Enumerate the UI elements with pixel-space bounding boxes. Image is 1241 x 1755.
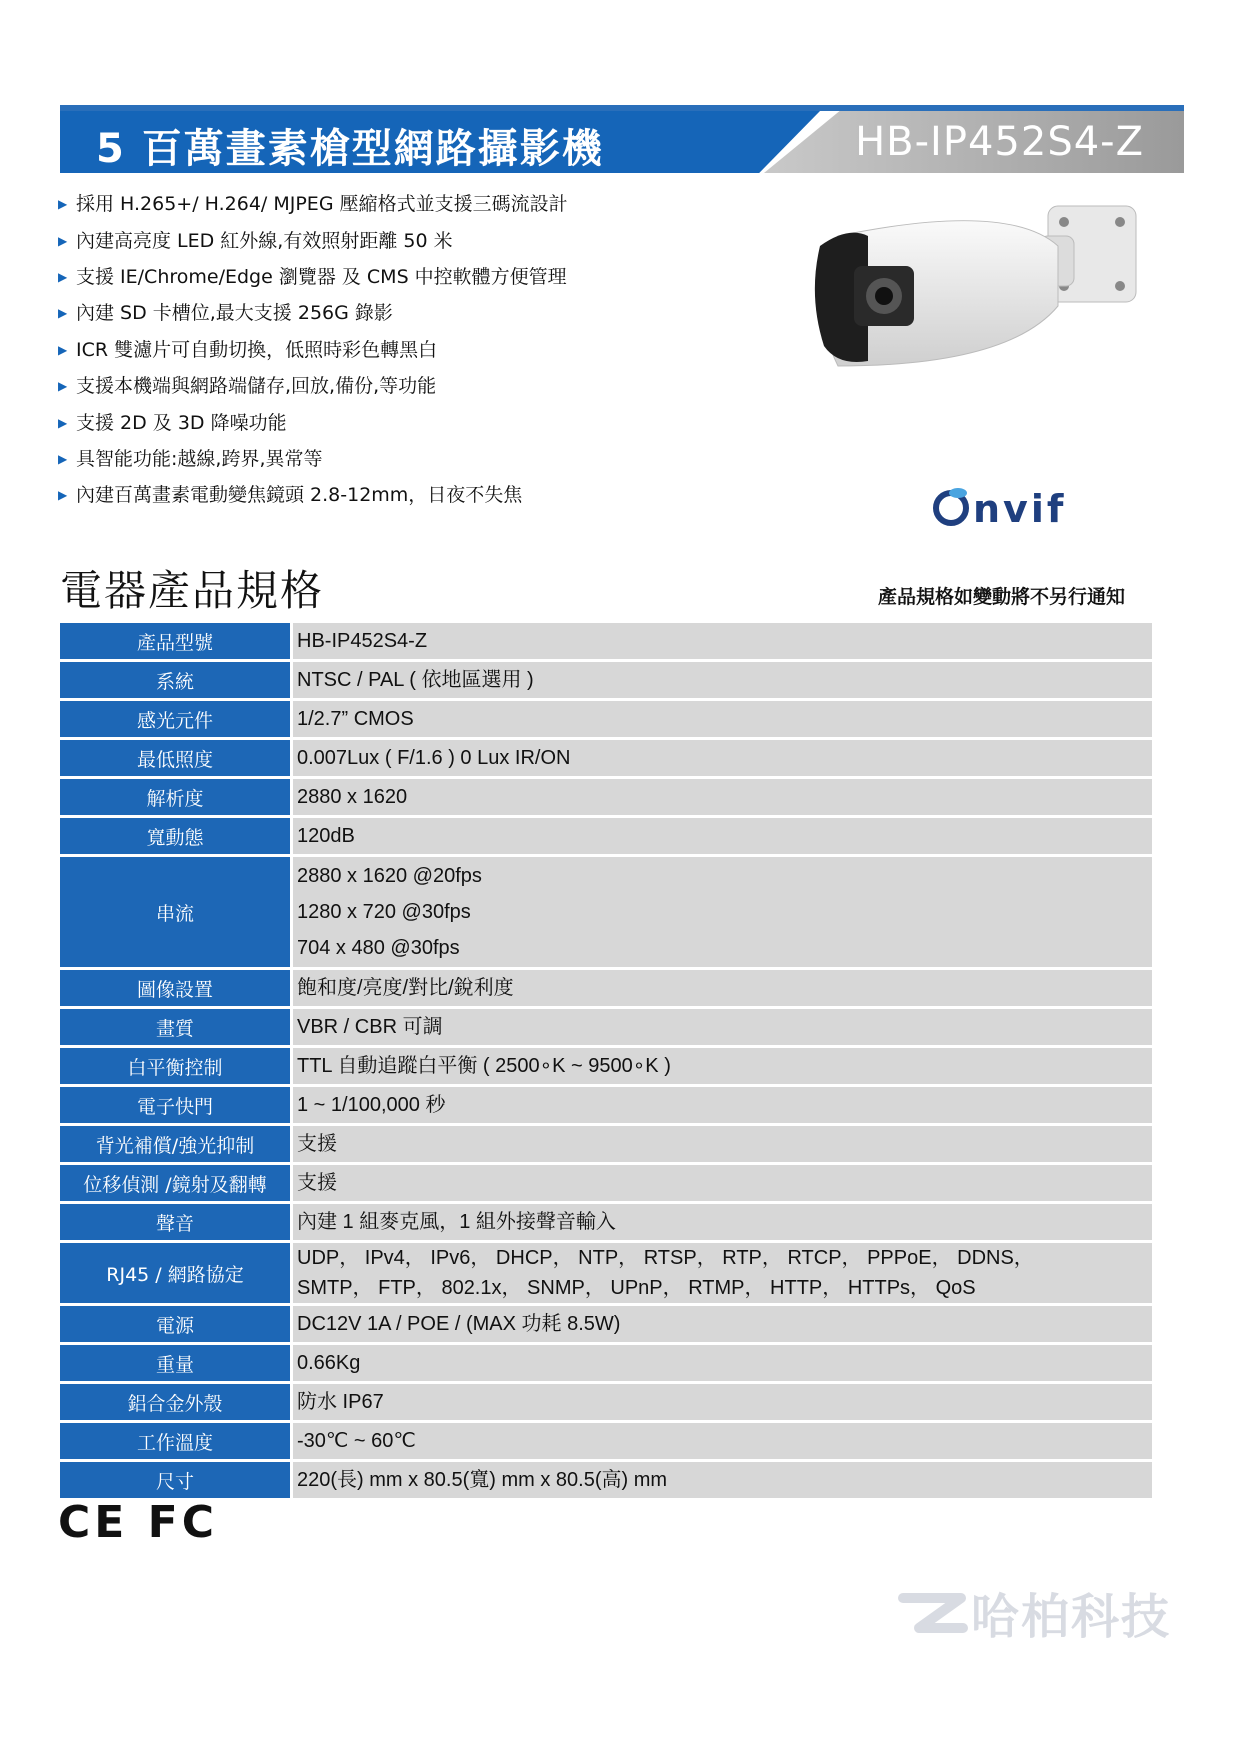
spec-label: 串流 bbox=[60, 857, 290, 967]
spec-value: 防水 IP67 bbox=[293, 1384, 1152, 1420]
spec-row bbox=[60, 1462, 1152, 1498]
spec-value: -30℃ ~ 60℃ bbox=[293, 1423, 1152, 1459]
product-model: HB-IP452S4-Z bbox=[855, 119, 1144, 165]
spec-note: 產品規格如變動將不另行通知 bbox=[877, 586, 1125, 608]
spec-value: UDP， IPv4， IPv6， DHCP， NTP， RTSP， RTP， RTCP， PPPoE， DDNS， SMTP， FTP， 802.1x， SNMP， UPnP， RTMP， HTTP， HTTPs， QoS bbox=[293, 1243, 1152, 1303]
spec-heading: 電器產品規格 bbox=[60, 566, 325, 615]
triangle-bullet-icon: ▶ bbox=[58, 233, 68, 248]
spec-row bbox=[60, 779, 1152, 815]
spec-label: 感光元件 bbox=[60, 701, 290, 737]
spec-value: 120dB bbox=[293, 818, 1152, 854]
spec-value: 飽和度/亮度/對比/銳利度 bbox=[293, 970, 1152, 1006]
spec-row bbox=[60, 1345, 1152, 1381]
spec-value: VBR / CBR 可調 bbox=[293, 1009, 1152, 1045]
spec-label: 寬動態 bbox=[60, 818, 290, 854]
title-banner bbox=[60, 111, 1184, 173]
feature-item: ▶ 內建高亮度 LED 紅外線,有效照射距離 50 米 bbox=[58, 222, 568, 258]
spec-label: 背光補償/強光抑制 bbox=[60, 1126, 290, 1162]
spec-row bbox=[60, 1126, 1152, 1162]
spec-label: 尺寸 bbox=[60, 1462, 290, 1498]
spec-label: 聲音 bbox=[60, 1204, 290, 1240]
spec-row bbox=[60, 970, 1152, 1006]
spec-row bbox=[60, 1384, 1152, 1420]
spec-row bbox=[60, 857, 1152, 967]
spec-row bbox=[60, 623, 1152, 659]
spec-value: TTL 自動追蹤白平衡 ( 2500∘K ~ 9500∘K ) bbox=[293, 1048, 1152, 1084]
spec-value: 內建 1 組麥克風，1 組外接聲音輸入 bbox=[293, 1204, 1152, 1240]
spec-label: RJ45 / 網路協定 bbox=[60, 1243, 290, 1303]
spec-value: NTSC / PAL ( 依地區選用 ) bbox=[293, 662, 1152, 698]
spec-value: 0.66Kg bbox=[293, 1345, 1152, 1381]
spec-row bbox=[60, 701, 1152, 737]
triangle-bullet-icon: ▶ bbox=[58, 488, 68, 503]
triangle-bullet-icon: ▶ bbox=[58, 197, 68, 212]
triangle-bullet-icon: ▶ bbox=[58, 269, 68, 284]
spec-table bbox=[60, 623, 1152, 1501]
feature-item: ▶ 支援本機端與網路端儲存,回放,備份,等功能 bbox=[58, 368, 568, 404]
spec-label: 位移偵測 /鏡射及翻轉 bbox=[60, 1165, 290, 1201]
feature-item: ▶ 內建 SD 卡槽位,最大支援 256G 錄影 bbox=[58, 295, 568, 331]
spec-row bbox=[60, 1243, 1152, 1303]
spec-label: 系統 bbox=[60, 662, 290, 698]
spec-label: 解析度 bbox=[60, 779, 290, 815]
feature-item: ▶ 支援 2D 及 3D 降噪功能 bbox=[58, 404, 568, 440]
spec-value: 0.007Lux ( F/1.6 ) 0 Lux IR/ON bbox=[293, 740, 1152, 776]
triangle-bullet-icon: ▶ bbox=[58, 306, 68, 321]
spec-label: 鋁合金外殼 bbox=[60, 1384, 290, 1420]
onvif-logo: nvif bbox=[933, 487, 1066, 531]
onvif-o-icon bbox=[933, 490, 969, 526]
feature-item: ▶ ICR 雙濾片可自動切換，低照時彩色轉黑白 bbox=[58, 332, 568, 368]
spec-row bbox=[60, 1306, 1152, 1342]
spec-label: 工作溫度 bbox=[60, 1423, 290, 1459]
spec-value: 1/2.7” CMOS bbox=[293, 701, 1152, 737]
spec-row bbox=[60, 740, 1152, 776]
spec-label: 畫質 bbox=[60, 1009, 290, 1045]
spec-value: 2880 x 1620 @20fps 1280 x 720 @30fps 704 x 480 @30fps bbox=[293, 857, 1152, 967]
spec-label: 最低照度 bbox=[60, 740, 290, 776]
ce-fc-logo: CE FC bbox=[58, 1497, 219, 1548]
spec-label: 白平衡控制 bbox=[60, 1048, 290, 1084]
spec-row bbox=[60, 662, 1152, 698]
feature-item: ▶ 採用 H.265+/ H.264/ MJPEG 壓縮格式並支援三碼流設計 bbox=[58, 186, 568, 222]
spec-label: 圖像設置 bbox=[60, 970, 290, 1006]
feature-list bbox=[58, 186, 568, 514]
feature-item: ▶ 具智能功能:越線,跨界,異常等 bbox=[58, 441, 568, 477]
spec-value: DC12V 1A / POE / (MAX 功耗 8.5W) bbox=[293, 1306, 1152, 1342]
spec-row bbox=[60, 1204, 1152, 1240]
brand-z-icon bbox=[895, 1588, 971, 1638]
spec-row bbox=[60, 1048, 1152, 1084]
spec-row bbox=[60, 1423, 1152, 1459]
spec-row bbox=[60, 818, 1152, 854]
triangle-bullet-icon: ▶ bbox=[58, 342, 68, 357]
spec-label: 電子快門 bbox=[60, 1087, 290, 1123]
spec-row bbox=[60, 1009, 1152, 1045]
spec-value: 1 ~ 1/100,000 秒 bbox=[293, 1087, 1152, 1123]
triangle-bullet-icon: ▶ bbox=[58, 415, 68, 430]
feature-item: ▶ 支援 IE/Chrome/Edge 瀏覽器 及 CMS 中控軟體方便管理 bbox=[58, 259, 568, 295]
feature-item: ▶ 內建百萬畫素電動變焦鏡頭 2.8-12mm，日夜不失焦 bbox=[58, 477, 568, 513]
triangle-bullet-icon: ▶ bbox=[58, 379, 68, 394]
bullet-camera-image bbox=[808, 196, 1144, 396]
brand-logo: 哈柏科技 bbox=[895, 1578, 1171, 1647]
spec-value: 支援 bbox=[293, 1126, 1152, 1162]
spec-label: 電源 bbox=[60, 1306, 290, 1342]
spec-row bbox=[60, 1087, 1152, 1123]
spec-value: 2880 x 1620 bbox=[293, 779, 1152, 815]
product-title: 5 百萬畫素槍型網路攝影機 bbox=[96, 126, 604, 172]
spec-value: 220(長) mm x 80.5(寬) mm x 80.5(高) mm bbox=[293, 1462, 1152, 1498]
spec-label: 產品型號 bbox=[60, 623, 290, 659]
spec-value: 支援 bbox=[293, 1165, 1152, 1201]
triangle-bullet-icon: ▶ bbox=[58, 451, 68, 466]
spec-row bbox=[60, 1165, 1152, 1201]
spec-label: 重量 bbox=[60, 1345, 290, 1381]
spec-value: HB-IP452S4-Z bbox=[293, 623, 1152, 659]
